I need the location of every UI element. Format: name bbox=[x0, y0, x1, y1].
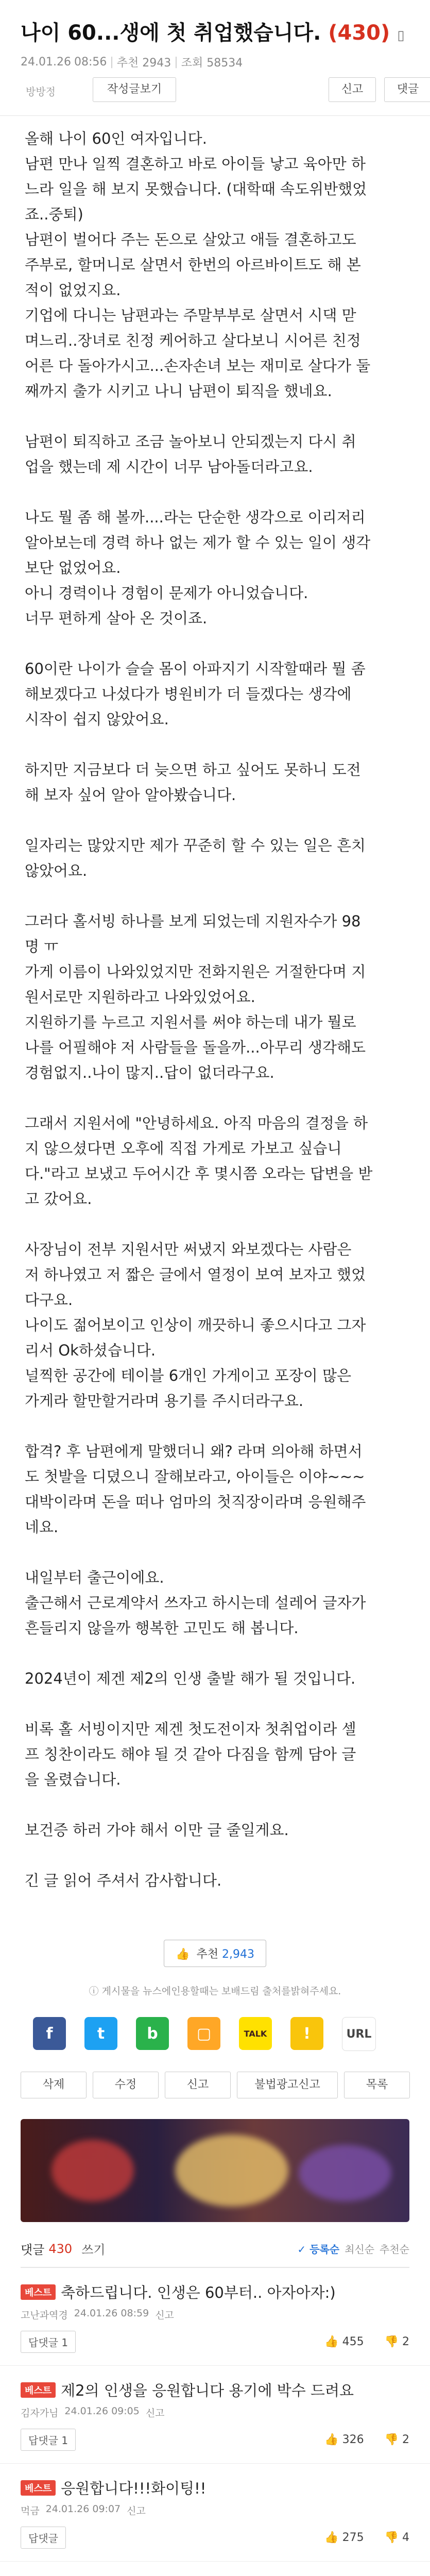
reply-button[interactable]: 답댓글 1 bbox=[21, 2331, 76, 2353]
best-badge: 베스트 bbox=[21, 2480, 56, 2496]
body-paragraph: 그러다 홀서빙 하나를 보게 되었는데 지원자수가 98 명 ㅠ 가게 이름이 나와있었지만 전화지원은 거절한다며 지 원서로만 지원하라고 나와있었어요. 지원하기를 누르고 지원서를 써야 하는데 내가 뭘로 나를 어필해야 저 사람들을 돌을까...아무리 생각해도 경험없지..나이 많지..답이 없더라구요. bbox=[25, 912, 366, 1081]
meta-separator: | bbox=[110, 56, 114, 69]
post-actions bbox=[0, 2051, 430, 2098]
recommend-label: 추천 bbox=[196, 1948, 218, 1961]
comment-nickname[interactable]: 고난과역경 bbox=[21, 2310, 68, 2321]
meta-separator: | bbox=[174, 56, 178, 69]
body-paragraph: 사장님이 전부 지원서만 써냈지 와보겠다는 사람은 저 하나였고 저 짧은 글에서 열정이 보여 보자고 했었 다구요. 나이도 젊어보이고 인상이 깨끗하니 좋으시다고 그자 리서 Ok하셨습니다. 널찍한 공간에 테이블 6개인 가게이고 포장이 많은 가게라 할만할거라며 용기를 주시더라구요. bbox=[25, 1241, 366, 1410]
body-paragraph: 긴 글 읽어 주셔서 감사합니다. bbox=[25, 1872, 222, 1889]
banner-shape bbox=[299, 2145, 391, 2201]
reply-button[interactable]: 답댓글 1 bbox=[21, 2429, 76, 2451]
comment-report-link[interactable]: 신고 bbox=[127, 2505, 146, 2517]
kakaotalk-share-icon[interactable]: TALK bbox=[239, 2017, 272, 2050]
thumbs-up-icon: 👍 bbox=[324, 2433, 342, 2446]
post-title: 나이 60...생에 첫 취업했습니다. bbox=[21, 21, 321, 45]
reply-button[interactable]: 답댓글 bbox=[21, 2527, 66, 2549]
kakaostory-share-icon[interactable]: ▢ bbox=[187, 2017, 220, 2050]
write-comment-link[interactable]: 쓰기 bbox=[81, 2243, 106, 2257]
author-posts-button[interactable]: 작성글보기 bbox=[93, 77, 176, 102]
comment-button[interactable]: 댓글 bbox=[384, 77, 430, 102]
body-paragraph: 60이란 나이가 슬슬 몸이 아파지기 시작할때라 뭘 좀 해보겠다고 나섰다가 병원비가 더 들겠다는 생각에 시작이 쉽지 않았어요. bbox=[25, 660, 366, 728]
recommend-count: 2,943 bbox=[221, 1948, 254, 1961]
sort-by-recommend[interactable]: 추천순 bbox=[380, 2243, 409, 2256]
body-paragraph: 그래서 지원서에 "안녕하세요. 아직 마음의 결정을 하 지 않으셨다면 오후에 직접 가게로 가보고 싶습니 다."라고 보냈고 두어시간 후 몇시쯤 오라는 답변을 받 고 갔어요. bbox=[25, 1114, 373, 1208]
body-paragraph: 일자리는 많았지만 제가 꾸준히 할 수 있는 일은 흔치 않았어요. bbox=[25, 837, 366, 879]
twitter-share-icon[interactable]: t bbox=[84, 2017, 117, 2050]
body-paragraph: 하지만 지금보다 더 늦으면 하고 싶어도 못하니 도전 해 보자 싶어 알아 알아봤습니다. bbox=[25, 761, 361, 804]
body-paragraph: 비록 홀 서빙이지만 제겐 첫도전이자 첫취업이라 셀 프 칭찬이라도 해야 될 것 같아 다짐을 함께 담아 글 을 올렸습니다. bbox=[25, 1720, 356, 1788]
downvote-count: 2 bbox=[402, 2335, 409, 2348]
upvote-button[interactable] bbox=[324, 2335, 364, 2348]
downvote-button[interactable] bbox=[385, 2531, 409, 2544]
comments-header bbox=[21, 2240, 409, 2268]
post-header bbox=[0, 0, 430, 104]
banner-shape bbox=[51, 2140, 134, 2201]
banner-shape bbox=[175, 2134, 288, 2207]
comment-text: 응원합니다!!!화이팅!! bbox=[61, 2480, 207, 2497]
recommend-area bbox=[0, 1940, 430, 1967]
thumbs-down-icon: 👎 bbox=[384, 2531, 402, 2544]
post-body bbox=[0, 116, 430, 1893]
body-paragraph: 내일부터 출근이에요. 출근해서 근로계약서 쓰자고 하시는데 설레어 글자가 흔들리지 않을까 행복한 고민도 해 봅니다. bbox=[25, 1569, 366, 1637]
report-button[interactable]: 신고 bbox=[165, 2072, 231, 2098]
body-paragraph: 보건증 하러 가야 해서 이만 글 줄일게요. bbox=[25, 1821, 289, 1839]
comment-text: 축하드립니다. 인생은 60부터.. 아자아자:) bbox=[61, 2284, 336, 2301]
upvote-button[interactable] bbox=[324, 2531, 364, 2544]
downvote-count: 2 bbox=[402, 2433, 409, 2446]
post-view-count: 조회 58534 bbox=[181, 57, 243, 70]
downvote-count: 4 bbox=[402, 2531, 409, 2544]
upvote-button[interactable] bbox=[324, 2433, 364, 2446]
comment-item bbox=[0, 2268, 430, 2366]
sort-by-latest[interactable]: 최신순 bbox=[345, 2243, 375, 2256]
thumbs-up-icon: 👍 bbox=[324, 2531, 342, 2544]
comments-label: 댓글 bbox=[21, 2243, 45, 2257]
body-paragraph: 올해 나이 60인 여자입니다. 남편 만나 일찍 결혼하고 바로 아이들 낳고 육아만 하 느라 일을 해 보지 못했습니다. (대학때 속도위반했었 죠..중퇴) 남편이 벌어다 주는 돈으로 살았고 애들 결혼하고도 주부로, 할머니로 살면서 한번의 아르바이트도 해 본 적이 없었지요. 기업에 다니는 남편과는 주말부부로 살면서 시댁 맏 며느리..장녀로 친정 케어하고 살다보니 시어른 친정 어른 다 돌아가시고...손자손녀 보는 재미로 살다가 둘 째까지 출가 시키고 나니 남편이 퇴직을 했네요. bbox=[25, 130, 371, 400]
sort-by-registration[interactable]: ✓ 등록순 bbox=[297, 2243, 340, 2256]
comment-nickname[interactable]: 김자가님 bbox=[21, 2408, 59, 2419]
comment-count-badge[interactable]: (430) bbox=[328, 21, 390, 45]
comment-item bbox=[0, 2464, 430, 2562]
comment-sort-options bbox=[297, 2241, 409, 2256]
attachment-icon: ▯ bbox=[397, 28, 405, 43]
upvote-count: 275 bbox=[342, 2531, 364, 2544]
report-button[interactable]: 신고 bbox=[329, 77, 376, 102]
best-badge: 베스트 bbox=[21, 2382, 56, 2398]
best-badge: 베스트 bbox=[21, 2284, 56, 2300]
post-date: 24.01.26 bbox=[21, 56, 71, 69]
list-button[interactable]: 목록 bbox=[344, 2072, 410, 2098]
body-paragraph: 합격? 후 남편에게 말했더니 왜? 라며 의아해 하면서 도 첫발을 디뎠으니 잘해보라고, 아이들은 이야~~~ 대박이라며 돈을 떠나 엄마의 첫직장이라며 응원해주 네요. bbox=[25, 1443, 366, 1536]
author-bar bbox=[21, 77, 419, 104]
post-title-line bbox=[21, 20, 409, 49]
author-nickname[interactable]: 방방정 bbox=[26, 86, 56, 98]
body-paragraph: 2024년이 제겐 제2의 인생 출발 해가 될 것입니다. bbox=[25, 1670, 356, 1687]
post-recommend-count: 추천 2943 bbox=[116, 57, 171, 70]
illegal-ad-report-button[interactable]: 불법광고신고 bbox=[237, 2072, 338, 2098]
ad-banner[interactable] bbox=[21, 2119, 409, 2222]
comment-date: 24.01.26 09:07 bbox=[45, 2503, 121, 2515]
band-share-icon[interactable]: b bbox=[136, 2017, 169, 2050]
upvote-count: 326 bbox=[342, 2433, 364, 2446]
recommend-button[interactable] bbox=[164, 1940, 266, 1967]
thumbs-down-icon: 👎 bbox=[384, 2335, 402, 2348]
delete-button[interactable]: 삭제 bbox=[21, 2072, 87, 2098]
comment-date: 24.01.26 08:59 bbox=[74, 2308, 149, 2319]
thumbs-up-icon: 👍 bbox=[176, 1948, 190, 1961]
upvote-count: 455 bbox=[342, 2335, 364, 2348]
comment-text: 제2의 인생을 응원합니다 용기에 박수 드려요 bbox=[61, 2382, 354, 2399]
comment-report-link[interactable]: 신고 bbox=[145, 2408, 165, 2419]
comment-nickname[interactable]: 먹금 bbox=[21, 2505, 40, 2517]
body-paragraph: 나도 뭘 좀 해 볼까....라는 단순한 생각으로 이리저리 알아보는데 경력 하나 없는 제가 할 수 있는 일이 생각 보단 없었어요. 아니 경력이나 경험이 문제가 아니었습니다. 너무 편하게 살아 온 것이죠. bbox=[25, 509, 371, 627]
comment-report-link[interactable]: 신고 bbox=[155, 2310, 174, 2321]
share-bar bbox=[0, 1997, 430, 2051]
body-paragraph: 남편이 퇴직하고 조금 놀아보니 안되겠는지 다시 취 업을 했는데 제 시간이 너무 남아돌더라고요. bbox=[25, 433, 356, 476]
comment-date: 24.01.26 09:05 bbox=[64, 2405, 140, 2417]
facebook-share-icon[interactable]: f bbox=[33, 2017, 66, 2050]
comment-item bbox=[0, 2366, 430, 2464]
downvote-button[interactable] bbox=[385, 2433, 409, 2446]
post-meta bbox=[21, 54, 409, 70]
citation-notice: ⓘ 게시물을 뉴스에인용할때는 보배드림 출처를밝혀주세요. bbox=[89, 1986, 341, 1997]
comments-count: 430 bbox=[48, 2241, 73, 2256]
other-share-icon[interactable]: ! bbox=[290, 2017, 323, 2050]
thumbs-down-icon: 👎 bbox=[384, 2433, 402, 2446]
post-time: 08:56 bbox=[74, 56, 107, 69]
thumbs-up-icon: 👍 bbox=[324, 2335, 342, 2348]
edit-button[interactable]: 수정 bbox=[93, 2072, 159, 2098]
copy-url-icon[interactable]: URL bbox=[342, 2017, 376, 2051]
downvote-button[interactable] bbox=[385, 2335, 409, 2348]
